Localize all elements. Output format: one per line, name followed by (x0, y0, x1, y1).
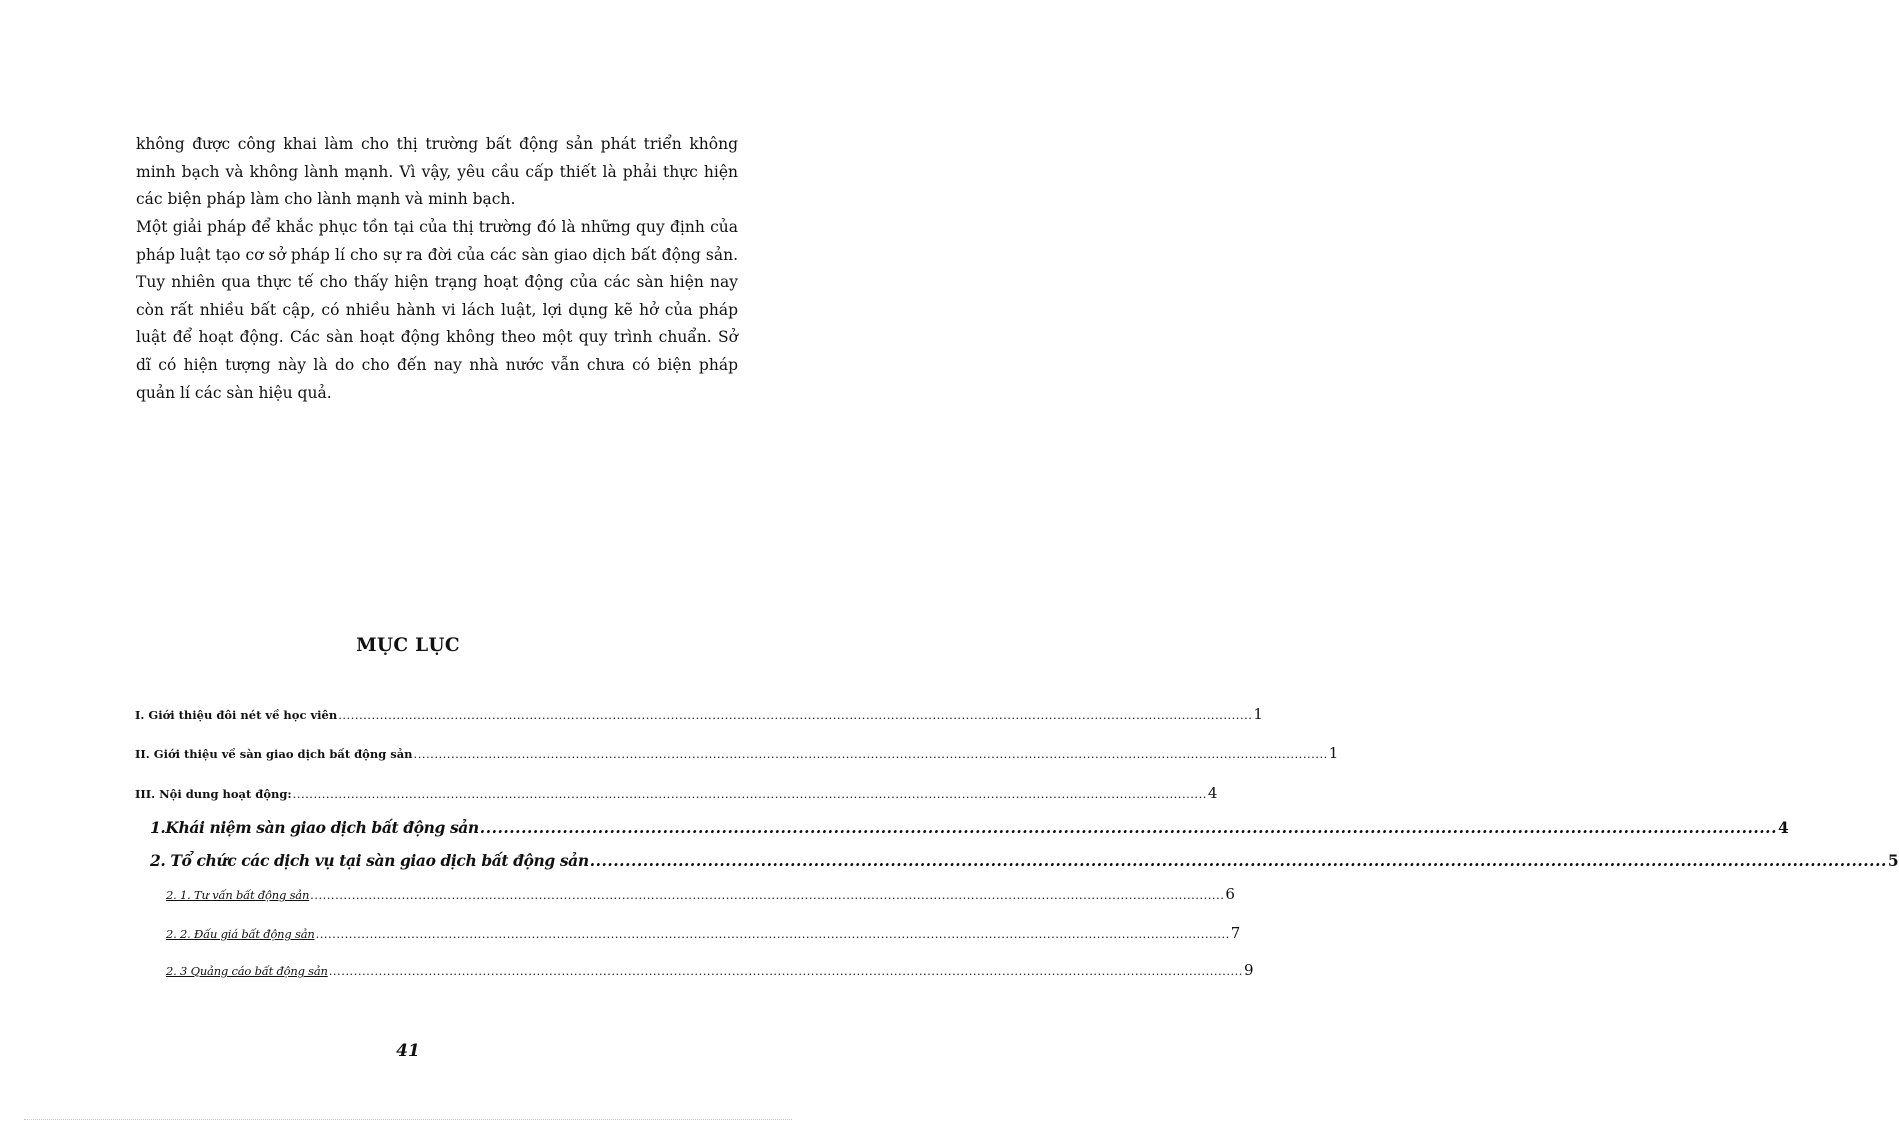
toc-leader-dots: ............................................................................................................................................................................................................................ (589, 851, 1887, 870)
toc-entry-page: 4 (1777, 818, 1789, 837)
toc-leader-dots: ............................................................................................................................................................................................................................ (292, 787, 1207, 801)
toc-entry-text: 2. Tổ chức các dịch vụ tại sàn giao dịch bất động sản (150, 851, 589, 870)
toc-leader-dots: ............................................................................................................................................................................................................................ (338, 708, 1253, 722)
toc-entry-page: 5 (1887, 851, 1899, 870)
toc-entry-link[interactable]: 2. 1. Tư vấn bất động sản (166, 888, 310, 902)
toc-entry-introduction-student[interactable] (135, 705, 1263, 723)
toc-entry-link[interactable]: 2. 2. Đấu giá bất động sản (166, 927, 315, 941)
toc-entry-services[interactable] (150, 851, 1899, 870)
toc-leader-dots: ............................................................................................................................................................................................................................ (315, 927, 1230, 941)
toc-entry-page: 9 (1243, 961, 1254, 979)
toc-entry-text: 1.Khái niệm sàn giao dịch bất động sản (150, 818, 479, 837)
toc-leader-dots: ............................................................................................................................................................................................................................ (310, 888, 1225, 902)
toc-entry-concept[interactable] (150, 818, 1789, 837)
toc-entry-link[interactable]: 2. 3 Quảng cáo bất động sản (166, 964, 328, 978)
toc-entry-page: 1 (1253, 705, 1263, 723)
body-paragraph-2: Một giải pháp để khắc phục tồn tại của thị trường đó là những quy định của pháp luật tạo cơ sở pháp lí cho sự ra đời của các sàn giao dịch bất động sản. Tuy nhiên qua thực tế cho thấy hiện trạng hoạt động của các sàn hiện nay còn rất nhiều bất cập, có nhiều hành vi lách luật, lợi dụng kẽ hở của pháp luật để hoạt động. Các sàn hoạt động không theo một quy trình chuẩn. Sở dĩ có hiện tượng này là do cho đến nay nhà nước vẫn chưa có biện pháp quản lí các sàn hiệu quả. (136, 218, 738, 402)
toc-entry-introduction-exchange[interactable] (135, 744, 1339, 762)
toc-leader-dots: ............................................................................................................................................................................................................................ (328, 964, 1243, 978)
body-paragraph-1: không được công khai làm cho thị trường bất động sản phát triển không minh bạch và không lành mạnh. Vì vậy, yêu cầu cấp thiết là phải thực hiện các biện pháp làm cho lành mạnh và minh bạch. (136, 135, 738, 209)
toc-entry-page: 1 (1328, 744, 1339, 762)
page-number: 41 (396, 1041, 420, 1061)
toc-entry-page: 4 (1207, 784, 1218, 802)
toc-entry-auction[interactable] (166, 924, 1241, 942)
toc-title: MỤC LỤC (356, 635, 460, 656)
toc-entry-text: II. Giới thiệu về sàn giao dịch bất động sản (135, 747, 413, 761)
toc-entry-text: I. Giới thiệu đôi nét về học viên (135, 708, 338, 722)
toc-entry-activities[interactable] (135, 784, 1218, 802)
toc-leader-dots: ............................................................................................................................................................................................................................ (413, 747, 1328, 761)
toc-entry-page: 6 (1225, 885, 1235, 903)
toc-entry-advertising[interactable] (166, 961, 1254, 979)
toc-leader-dots: ............................................................................................................................................................................................................................ (479, 818, 1777, 837)
page-edge-divider (24, 1119, 792, 1120)
toc-entry-text: III. Nội dung hoạt động: (135, 787, 292, 801)
toc-entry-consulting[interactable] (166, 885, 1235, 903)
toc-entry-page: 7 (1230, 924, 1241, 942)
